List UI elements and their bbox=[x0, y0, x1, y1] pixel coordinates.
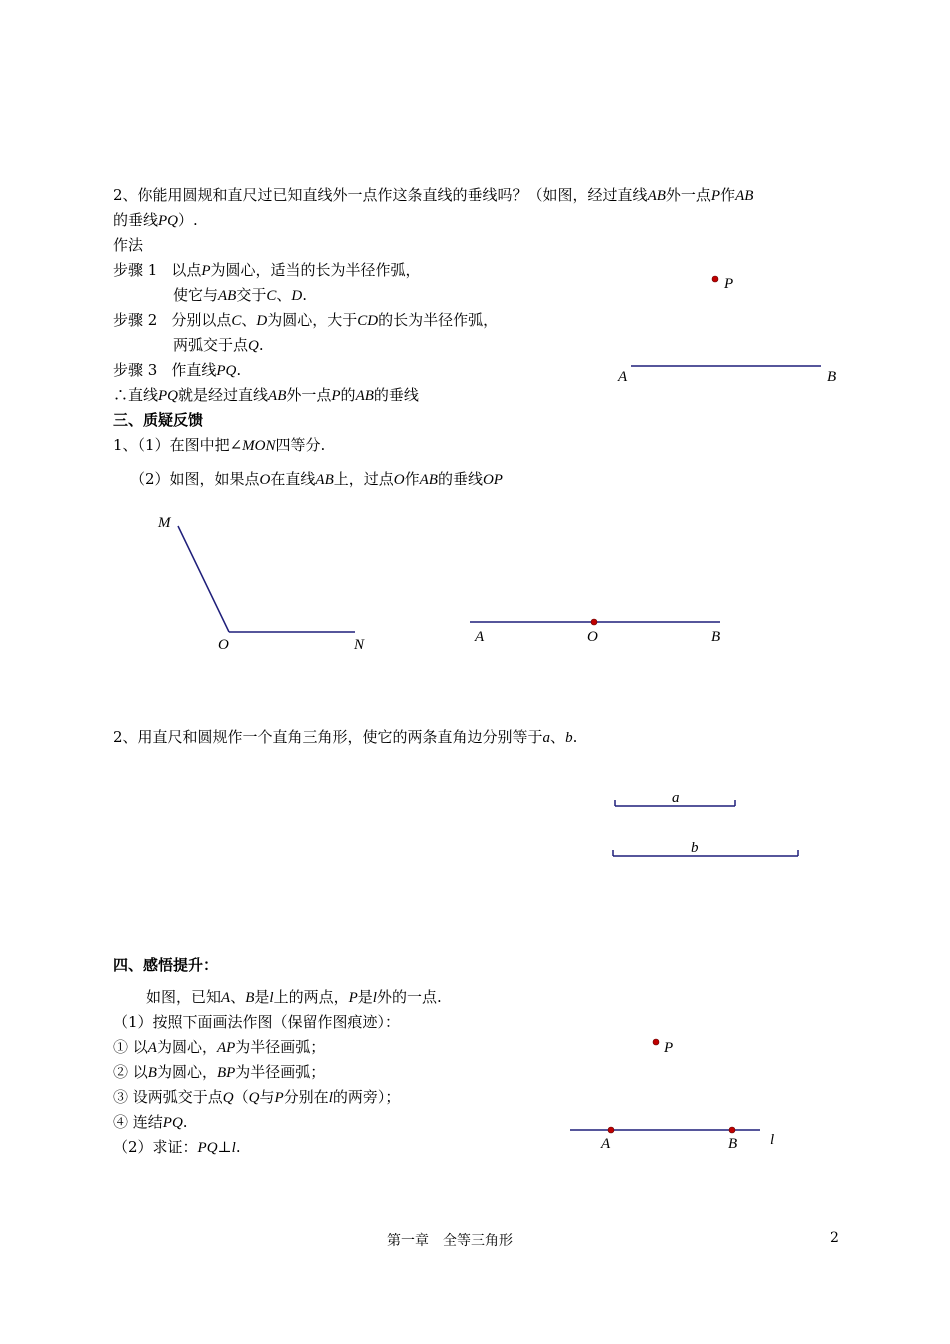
insight-intro: 如图，已知A、B是l上的两点，P是l外的一点. bbox=[146, 988, 442, 1006]
insight-part1: （1）按照下面画法作图（保留作图痕迹）： bbox=[113, 1013, 401, 1031]
insight-step1: ① 以A为圆心，AP为半径画弧； bbox=[113, 1038, 326, 1056]
q2-line1: 2、你能用圆规和直尺过已知直线外一点作这条直线的垂线吗？（如图，经过直线AB外一点P作AB bbox=[113, 186, 754, 204]
label-b-3: B bbox=[728, 1136, 738, 1152]
insight-heading: 四、感悟提升： bbox=[113, 956, 219, 974]
conclusion-line: ∴直线PQ就是经过直线AB外一点P的AB的垂线 bbox=[113, 386, 419, 404]
footer-chapter: 第一章 全等三角形 bbox=[387, 1233, 513, 1249]
label-b: B bbox=[827, 369, 837, 385]
label-p-2: P bbox=[664, 1040, 674, 1056]
label-o-2: O bbox=[587, 629, 598, 645]
label-a-2: A bbox=[475, 629, 485, 645]
ray-om bbox=[178, 526, 229, 632]
point-o bbox=[591, 619, 597, 625]
point-a bbox=[608, 1127, 614, 1133]
label-a: A bbox=[618, 369, 628, 385]
step2-line1: 步骤 2 分别以点C、D为圆心，大于CD的长为半径作弧， bbox=[113, 311, 499, 329]
label-o: O bbox=[218, 637, 229, 653]
label-l: l bbox=[770, 1132, 775, 1148]
step2-line2: 两弧交于点Q. bbox=[173, 336, 264, 354]
step3-line: 步骤 3 作直线PQ. bbox=[113, 361, 242, 379]
label-m: M bbox=[158, 515, 171, 531]
point-p-2 bbox=[653, 1039, 659, 1045]
method-title: 作法 bbox=[113, 236, 144, 254]
q2-line2: 的垂线PQ）. bbox=[113, 211, 198, 229]
step1-line1: 步骤 1 以点P为圆心，适当的长为半径作弧， bbox=[113, 261, 421, 279]
feedback-heading: 三、质疑反馈 bbox=[113, 411, 204, 429]
point-b bbox=[729, 1127, 735, 1133]
page-number: 2 bbox=[830, 1230, 839, 1246]
label-b-2: B bbox=[711, 629, 721, 645]
point-p bbox=[712, 276, 718, 282]
feedback-q1: 1、（1）在图中把∠MON四等分. bbox=[113, 436, 326, 454]
label-a-3: A bbox=[601, 1136, 611, 1152]
insight-step3: ③ 设两弧交于点Q（Q与P分别在l的两旁）； bbox=[113, 1088, 401, 1106]
label-p: P bbox=[724, 276, 734, 292]
insight-step4: ④ 连结PQ. bbox=[113, 1113, 188, 1131]
insight-part2: （2）求证：PQ⊥l. bbox=[113, 1138, 241, 1156]
step1-line2: 使它与AB交于C、D. bbox=[173, 286, 308, 304]
feedback-q1-part2: （2）如图，如果点O在直线AB上，过点O作AB的垂线OP bbox=[130, 470, 503, 488]
insight-step2: ② 以B为圆心，BP为半径画弧； bbox=[113, 1063, 326, 1081]
label-n: N bbox=[354, 637, 365, 653]
label-segment-b: b bbox=[691, 840, 699, 856]
label-segment-a: a bbox=[672, 790, 680, 806]
feedback-q2: 2、用直尺和圆规作一个直角三角形，使它的两条直角边分别等于a、b. bbox=[113, 728, 578, 746]
